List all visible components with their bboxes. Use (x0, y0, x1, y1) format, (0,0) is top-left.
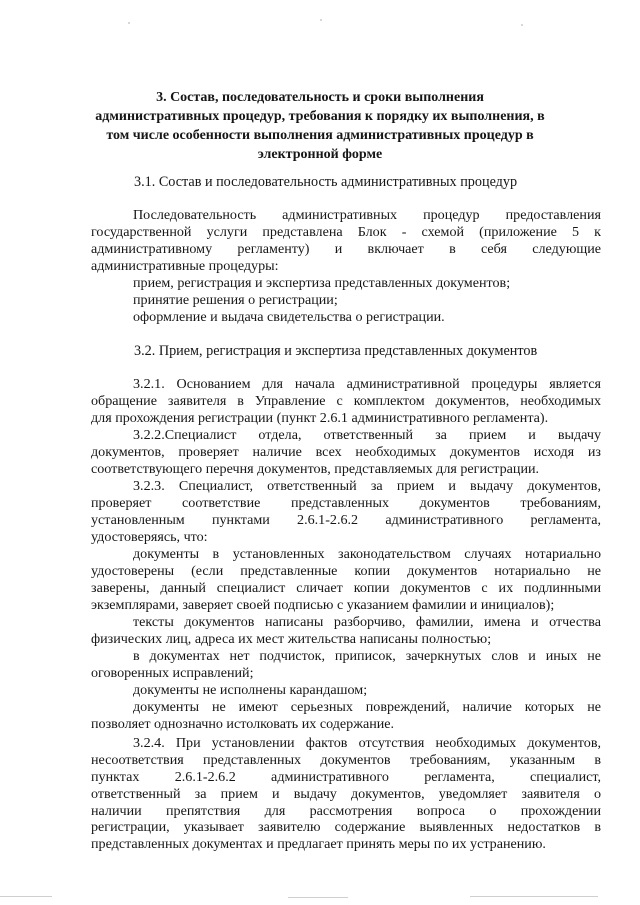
scan-artifact-line (0, 896, 52, 897)
section-title-line: административных процедур, требования к порядку их выполнения, в (95, 109, 545, 124)
scan-artifact-line (470, 896, 598, 897)
section-title (95, 88, 545, 164)
paragraph-3-1-intro (91, 207, 601, 275)
section-title-line: электронной форме (257, 147, 383, 162)
condition-legible (91, 614, 601, 648)
text-line: государственной услуги представлена Блок - схемой (приложение 5 к (91, 223, 601, 240)
condition-no-erasures (91, 648, 601, 682)
condition-no-damage (91, 699, 601, 733)
paragraph-3-2-3 (91, 478, 601, 546)
text-line: 3.2.2.Специалист отдела, ответственный за прием и выдачу (133, 427, 601, 443)
text-line: документы в установленных законодательством случаях нотариально (133, 546, 601, 562)
text-line: ответственный за прием и выдачу документов, уведомляет заявителя о (91, 785, 601, 802)
paragraph-3-2-4 (91, 735, 601, 853)
text-line: удостоверяясь, что: (91, 528, 208, 545)
text-line: документов, проверяет наличие всех необходимых документов исходя из (91, 443, 601, 460)
text-line: несоответствия представленных документов требованиям, указанным в (91, 751, 601, 768)
text-line: соответствующего перечня документов, представляемых для регистрации. (91, 460, 540, 477)
text-line: административному регламенту) и включает в себя следующие (91, 240, 601, 257)
text-line: документы не имеют серьезных повреждений, наличие которых не (133, 699, 601, 715)
list-item: прием, регистрация и экспертиза представленных документов; (133, 275, 511, 291)
text-line: физических лиц, адреса их мест жительства написаны полностью; (91, 630, 492, 647)
paragraph-3-2-2 (91, 427, 601, 478)
text-line: обращение заявителя в Управление с комплектом документов, необходимых (91, 392, 601, 409)
text-line: проверяет соответствие представленных документов требованиям, (91, 494, 601, 511)
text-line: регистрации, указывает заявителю содержание выявленных недостатков в (91, 819, 601, 836)
subsection-heading-3-2: 3.2. Прием, регистрация и экспертиза представленных документов (134, 343, 538, 359)
list-item: принятие решения о регистрации; (133, 291, 338, 308)
text-line: Последовательность административных процедур предоставления (133, 207, 601, 223)
procedure-list (91, 275, 601, 326)
text-line: пунктах 2.6.1-2.6.2 административного регламента, специалист, (91, 768, 601, 785)
condition-notarized (91, 546, 601, 614)
condition-no-pencil (91, 682, 601, 699)
text-line: оговоренных исправлений; (91, 664, 254, 681)
scan-speck (320, 19, 322, 21)
text-line: в документах нет подчисток, приписок, зачеркнутых слов и иных не (133, 648, 601, 664)
text-line: для прохождения регистрации (пункт 2.6.1 административного регламента). (91, 409, 549, 426)
text-line: установленным пунктами 2.6.1-2.6.2 административного регламента, (91, 511, 601, 528)
text-line: экземплярами, заверяет своей подписью с указанием фамилии и инициалов); (91, 596, 555, 613)
scan-speck (521, 24, 523, 26)
text-line: документы не исполнены карандашом; (133, 682, 368, 698)
text-line: 3.2.4. При установлении фактов отсутствия необходимых документов, (133, 735, 601, 751)
section-title-line: 3. Состав, последовательность и сроки выполнения (156, 90, 484, 105)
list-item: оформление и выдача свидетельства о регистрации. (133, 308, 445, 325)
text-line: административные процедуры: (91, 257, 279, 274)
subsection-heading-3-1: 3.1. Состав и последовательность административных процедур (134, 174, 518, 190)
text-line: 3.2.3. Специалист, ответственный за прием и выдачу документов, (133, 478, 601, 494)
text-line: позволяет однозначно истолковать их содержание. (91, 715, 395, 732)
scan-artifact-line (288, 897, 348, 898)
text-line: наличии препятствия для рассмотрения вопроса о прохождении (91, 802, 601, 819)
text-line: тексты документов написаны разборчиво, фамилии, имена и отчества (133, 614, 601, 630)
text-line: заверены, данный специалист сличает копии документов с их подлинными (91, 579, 601, 596)
scan-speck (128, 22, 130, 24)
text-line: удостоверены (если представленные копии документов нотариально не (91, 562, 601, 579)
text-line: представленных документах и предлагает принять меры по их устранению. (91, 836, 546, 853)
paragraph-3-2-1 (91, 376, 601, 427)
section-title-line: том числе особенности выполнения административных процедур в (106, 128, 534, 143)
text-line: 3.2.1. Основанием для начала административной процедуры является (133, 376, 601, 392)
